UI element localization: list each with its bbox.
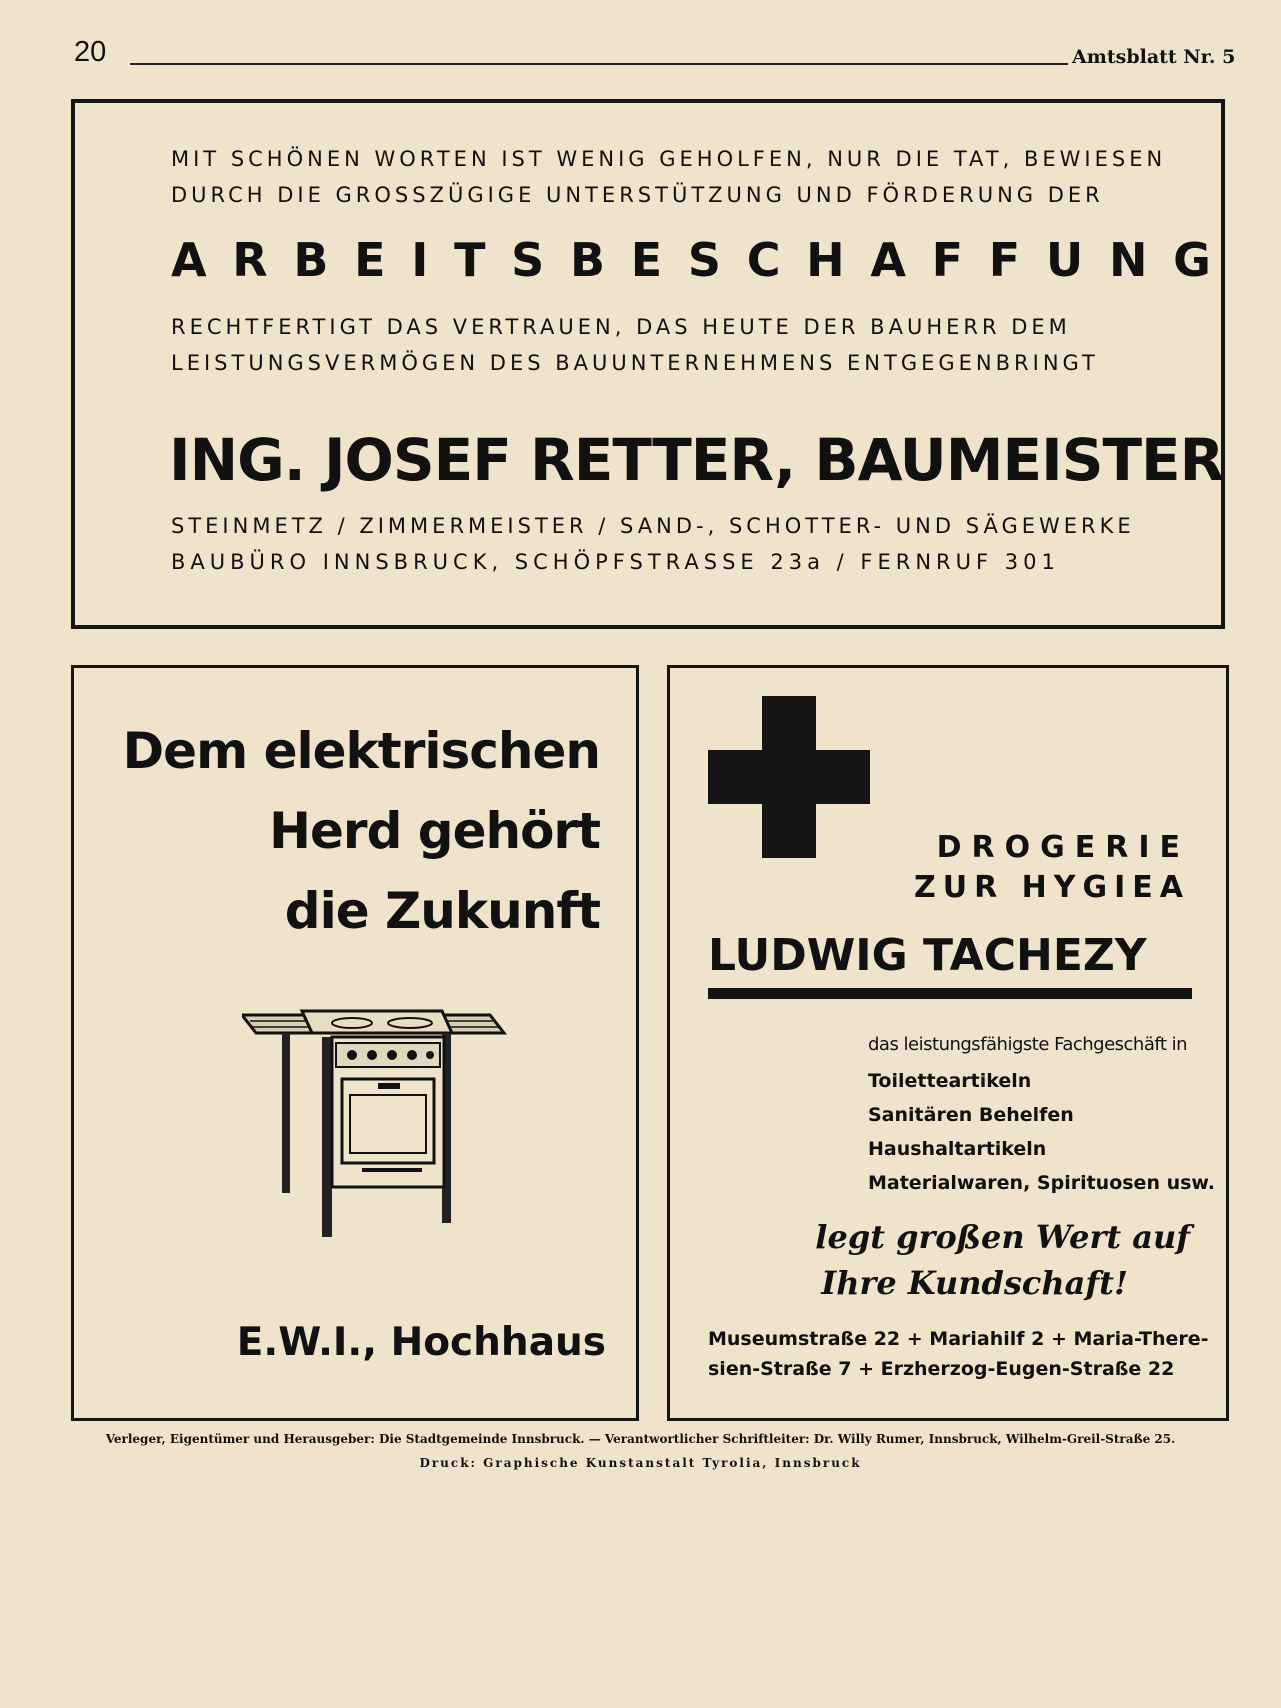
ewi-line-1: Dem elektrischen <box>122 722 600 780</box>
headline-letter: B <box>293 233 329 287</box>
ad-drogerie <box>667 665 1229 1421</box>
headline-letter: S <box>687 233 722 287</box>
page-number: 20 <box>74 36 107 68</box>
ad-retter <box>71 99 1225 629</box>
retter-intro-line-1: MIT SCHÖNEN WORTEN IST WENIG GEHOLFEN, NUR DIE TAT, BEWIESEN <box>171 147 1167 171</box>
drogerie-item: Sanitären Behelfen <box>868 1104 1074 1126</box>
headline-letter: C <box>746 233 781 287</box>
headline-letter: I <box>411 233 429 287</box>
footer-printer: Druck: Graphische Kunstanstalt Tyrolia, Innsbruck <box>419 1456 862 1470</box>
drogerie-item: Haushaltartikeln <box>868 1138 1047 1160</box>
retter-address: BAUBÜRO INNSBRUCK, SCHÖPFSTRASSE 23a / FERNRUF 301 <box>171 550 1060 574</box>
drogerie-tagline: das leistungsfähigste Fachgeschäft in <box>868 1034 1188 1055</box>
publication-title: Amtsblatt Nr. 5 <box>1072 46 1236 68</box>
retter-mid-line-1: RECHTFERTIGT DAS VERTRAUEN, DAS HEUTE DER BAUHERR DEM <box>171 315 1071 339</box>
headline-letter: F <box>931 233 964 287</box>
headline-letter: U <box>1045 233 1084 287</box>
owner-rule <box>708 988 1192 999</box>
retter-headline <box>171 233 1211 287</box>
retter-company-name: ING. JOSEF RETTER, BAUMEISTER <box>169 426 1224 494</box>
ewi-line-2: Herd gehört <box>269 802 600 860</box>
drogerie-address-2: sien-Straße 7 + Erzherzog-Eugen-Straße 22 <box>708 1358 1175 1380</box>
headline-letter: E <box>630 233 663 287</box>
drogerie-address-1: Museumstraße 22 + Mariahilf 2 + Maria-There- <box>708 1328 1209 1350</box>
drogerie-item: Materialwaren, Spirituosen usw. <box>868 1172 1215 1194</box>
retter-intro-line-2: DURCH DIE GROSSZÜGIGE UNTERSTÜTZUNG UND FÖRDERUNG DER <box>171 183 1104 207</box>
headline-letter: N <box>1108 233 1148 287</box>
headline-letter: G <box>1173 233 1211 287</box>
headline-letter: E <box>354 233 386 287</box>
headline-letter: T <box>454 233 486 287</box>
retter-trades: STEINMETZ / ZIMMERMEISTER / SAND-, SCHOTTER- UND SÄGEWERKE <box>171 514 1135 538</box>
headline-letter: A <box>870 233 906 287</box>
zur-hygiea-label: ZUR HYGIEA <box>914 870 1190 905</box>
headline-letter: R <box>232 233 268 287</box>
headline-letter: H <box>806 233 845 287</box>
cross-icon <box>708 696 870 858</box>
retter-mid-line-2: LEISTUNGSVERMÖGEN DES BAUUNTERNEHMENS ENTGEGENBRINGT <box>171 351 1099 375</box>
drogerie-slogan-1: legt großen Wert auf <box>815 1218 1190 1256</box>
drogerie-slogan-2: Ihre Kundschaft! <box>821 1264 1128 1302</box>
headline-letter: B <box>570 233 606 287</box>
electric-stove-illustration <box>242 1003 522 1253</box>
drogerie-item: Toiletteartikeln <box>868 1070 1032 1092</box>
ewi-line-3: die Zukunft <box>284 882 600 940</box>
headline-letter: A <box>171 233 207 287</box>
ewi-signature: E.W.I., Hochhaus <box>236 1320 606 1365</box>
ad-ewi <box>71 665 639 1421</box>
headline-letter: F <box>988 233 1021 287</box>
header-rule <box>130 63 1068 65</box>
drogerie-label: DROGERIE <box>936 830 1190 865</box>
owner-name: LUDWIG TACHEZY <box>708 930 1147 981</box>
footer-publisher: Verleger, Eigentümer und Herausgeber: Die Stadtgemeinde Innsbruck. — Verantwortlicher Schriftleiter: Dr. Willy Rumer, Innsbruck, Wilhelm-Greil-Straße 25. <box>105 1432 1176 1446</box>
headline-letter: S <box>511 233 545 287</box>
